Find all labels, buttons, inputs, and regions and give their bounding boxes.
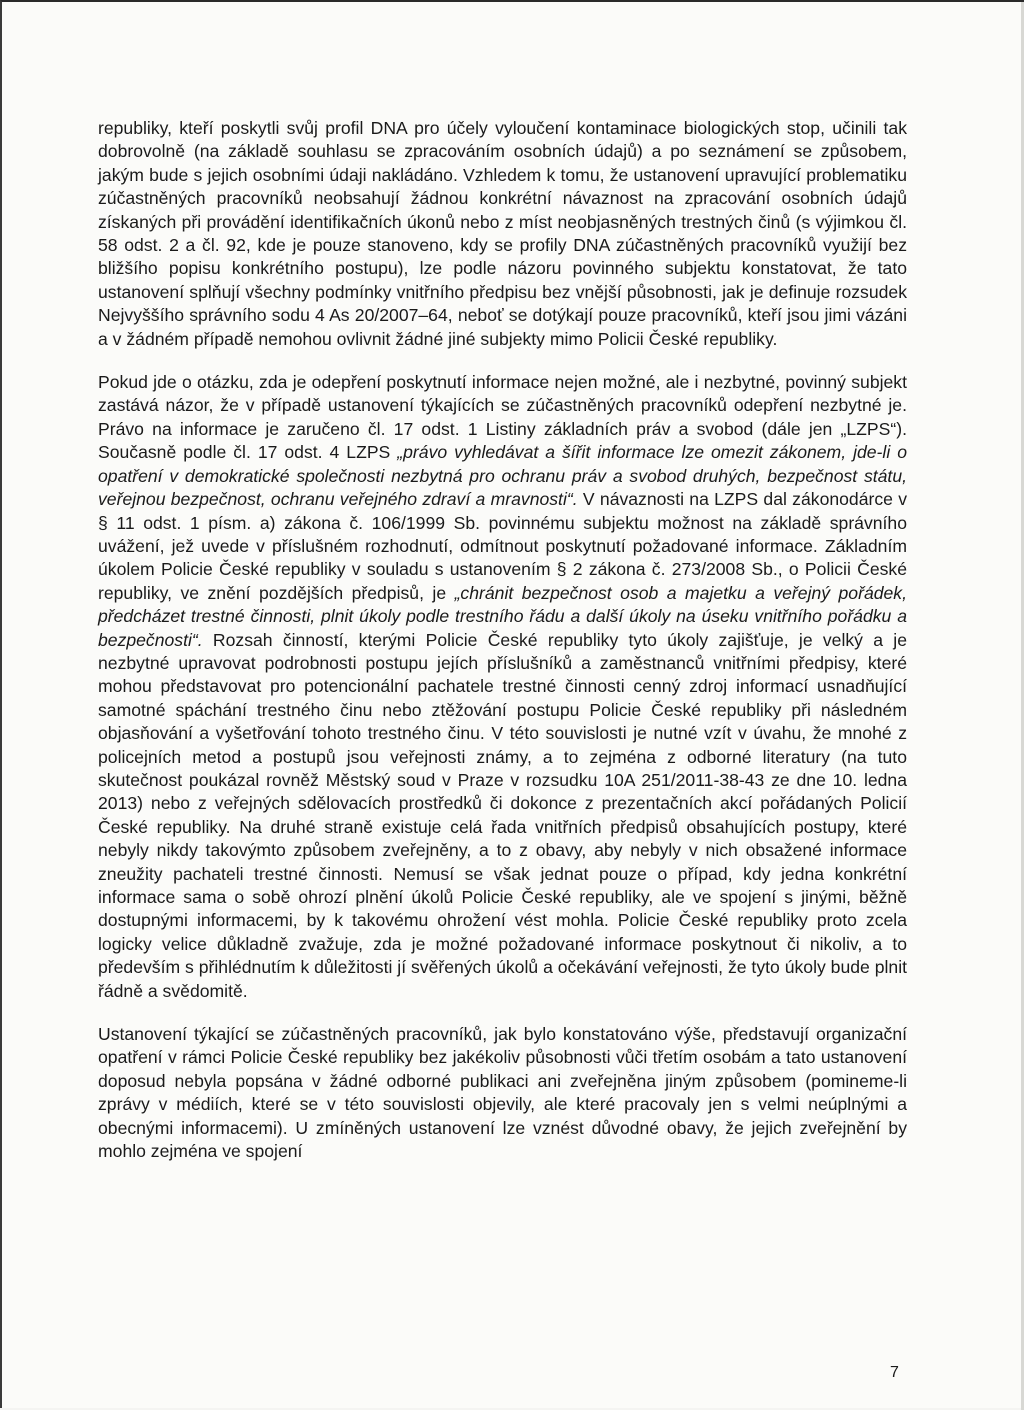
page-number: 7 [890,1364,899,1381]
paragraph-1 [98,117,907,351]
paragraph-2 [98,371,907,1003]
paragraph-1-text: republiky, kteří poskytli svůj profil DNA pro účely vyloučení kontaminace biologických stop, učinili tak dobrovolně (na základě souhlasu se zpracováním osobních údajů) a po seznámení se způsobem, jakým bude s jejich osobními údaji nakládáno. Vzhledem k tomu, že ustanovení upravující problematiku zúčastněných pracovníků neobsahují žádnou konkrétní návaznost na zpracování osobních údajů získaných při provádění identifikačních úkonů nebo z míst neobjasněných trestných činů (s výjimkou čl. 58 odst. 2 a čl. 92, kde je pouze stanoveno, kdy se profily DNA zúčastněných pracovníků využijí bez bližšího popisu konkrétního postupu), lze podle názoru povinného subjektu konstatovat, že tato ustanovení splňují všechny podmínky vnitřního předpisu bez vnější působnosti, jak je definuje rozsudek Nejvyššího správního sodu 4 As 20/2007–64, neboť se dotýkají pouze pracovníků, kteří jsou jimi vázáni a v žádném případě nemohou ovlivnit žádné jiné subjekty mimo Policii České republiky. [98,118,907,349]
paragraph-2-text-b: V návaznosti na LZPS dal zákonodárce v § 11 odst. 1 písm. a) zákona č. 106/1999 Sb. povinnému subjektu možnost na základě správního uvážení, jež uvede v příslušném rozhodnutí, odmítnout poskytnutí požadované informace. Základním úkolem Policie České republiky v souladu s ustanovením § 2 zákona č. 273/2008 Sb., o Policii České republiky, ve znění pozdějších předpisů, je [98,489,908,603]
paragraph-2-quote-police-act: „chránit bezpečnost osob a majetku a veřejný pořádek, předcházet trestné činnosti, plnit úkoly podle trestního řádu a další úkoly na úseku vnitřního pořádku a bezpečnosti“. [98,582,907,650]
paragraph-2-quote-lzps: „právo vyhledávat a šířit informace lze omezit zákonem, jde-li o opatření v demokratické společnosti nezbytná pro ochranu práv a svobod druhých, bezpečnost státu, veřejnou bezpečnost, ochranu veřejného zdraví a mravnosti“. [98,442,907,510]
body-text [98,117,907,1163]
paragraph-2-text-a: Pokud jde o otázku, zda je odepření poskytnutí informace nejen možné, ale i nezbytné, povinný subjekt zastává názor, že v případě ustanovení týkajících se zúčastněných pracovníků odepření nezbytné je. Právo na informace je zaručeno čl. 17 odst. 1 Listiny základních práv a svobod (dále jen „LZPS“). Současně podle čl. 17 odst. 4 LZPS [98,372,907,463]
paragraph-3 [98,1023,907,1163]
paragraph-3-text: Ustanovení týkající se zúčastněných pracovníků, jak bylo konstatováno výše, představují organizační opatření v rámci Policie České republiky bez jakékoliv působnosti vůči třetím osobám a tato ustanovení doposud nebyla popsána v žádné odborné publikaci ani zveřejněna jiným způsobem (pomineme-li zprávy v médiích, které se v této souvislosti objevily, ale které pracovaly jen s velmi neúplnými a obecnými informacemi). U zmíněných ustanovení lze vznést důvodné obavy, že jejich zveřejnění by mohlo zejména ve spojení [98,1024,907,1162]
paragraph-2-text-c: Rozsah činností, kterými Policie České republiky tyto úkoly zajišťuje, je velký a je nezbytné upravovat podrobnosti postupu jejích příslušníků a zaměstnanců vnitřními předpisy, které mohou představovat pro potencionální pachatele trestné činnosti cenný zdroj informací usnadňující samotné spáchání trestného činu nebo ztěžování postupu Policie České republiky při následném objasňování a vyšetřování tohoto trestného činu. V této souvislosti je nutné vzít v úvahu, že mnohé z policejních metod a postupů jsou veřejnosti známy, a to zejména z odborné literatury (na tuto skutečnost poukázal rovněž Městský soud v Praze v rozsudku 10A 251/2011-38-43 ze dne 10. ledna 2013) nebo z veřejných sdělovacích prostředků či dokonce z prezentačních akcí pořádaných Policií České republiky. Na druhé straně existuje celá řada vnitřních předpisů obsahujících postupy, které nebyly nikdy takovýmto způsobem zveřejněny, a to z obavy, aby nebyly v nich obsažené informace zneužity pachateli trestné činnosti. Nemusí se však jednat pouze o případ, kdy jedna konkrétní informace sama o sobě ohrozí plnění úkolů Policie České republiky, ale ve spojení s jinými, běžně dostupnými informacemi, by k takovému ohrožení vést mohla. Policie České republiky proto zcela logicky velice důkladně zvažuje, zda je možné požadované informace poskytnout či nikoliv, a to především s přihlédnutím k důležitosti jí svěřených úkolů a očekávání veřejnosti, že tyto úkoly bude plnit řádně a svědomitě. [98,629,907,1001]
